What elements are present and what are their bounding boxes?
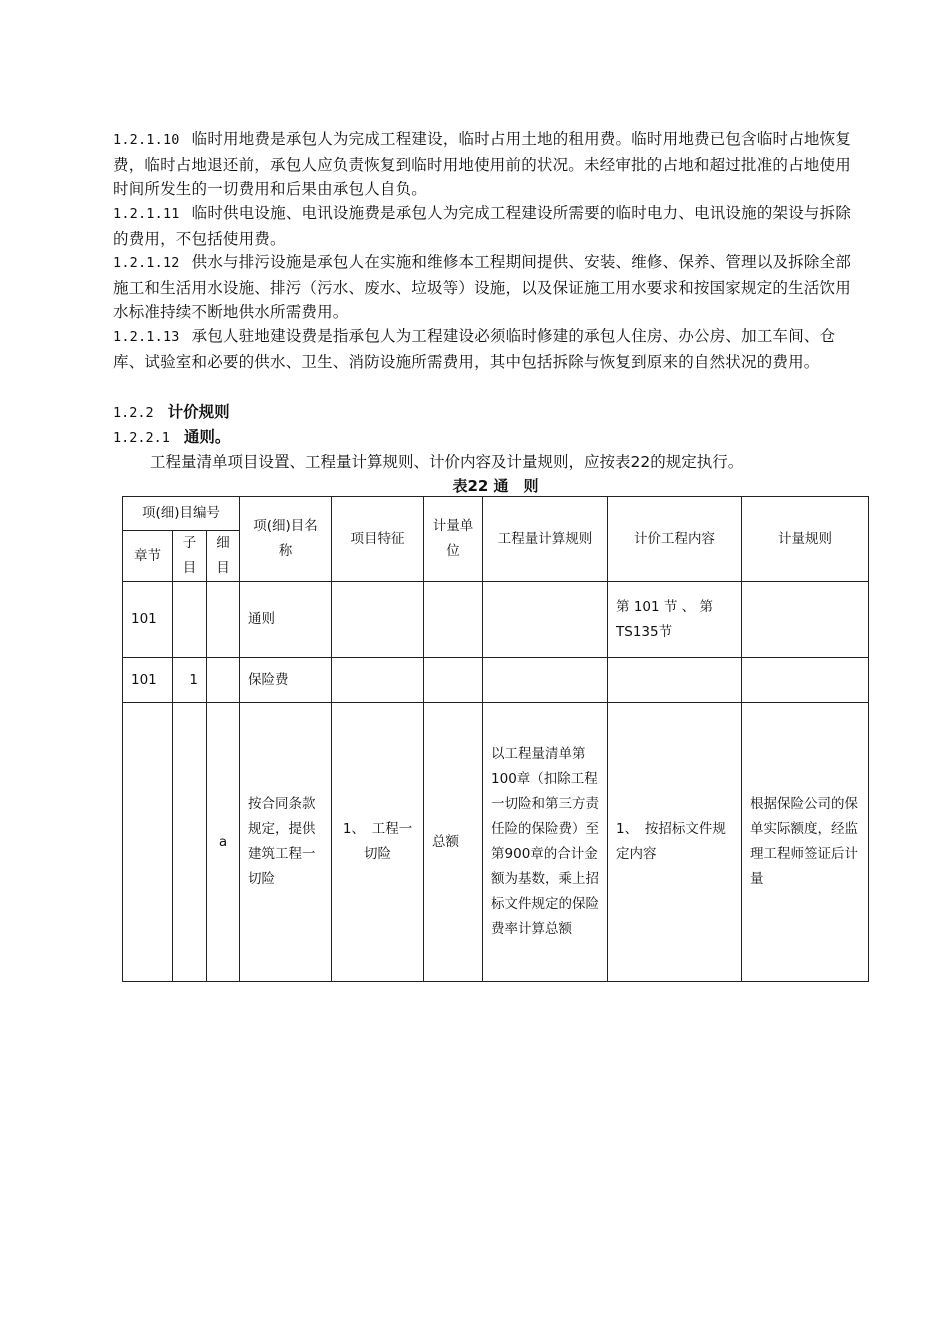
- cell-chapter: [123, 703, 173, 982]
- cell-feature: [332, 658, 424, 703]
- cell-sub: [173, 582, 207, 658]
- paragraph-1-2-1-12: [113, 250, 865, 325]
- subsection-heading: [113, 425, 230, 450]
- section-number: 1.2.2: [113, 405, 154, 421]
- clause-number: 1.2.1.10: [113, 132, 180, 148]
- header-chapter: 章节: [123, 531, 173, 582]
- cell-measure-rule: [742, 582, 869, 658]
- cell-calc-rule: [483, 582, 608, 658]
- rules-table: [122, 496, 869, 982]
- table-intro: 工程量清单项目设置、工程量计算规则、计价内容及计量规则，应按表22的规定执行。: [150, 453, 744, 471]
- cell-feature: [332, 582, 424, 658]
- cell-chapter: 101: [123, 658, 173, 703]
- cell-calc-rule: 以工程量清单第100章（扣除工程一切险和第三方责任险的保险费）至第900章的合计金额为基数，乘上招标文件规定的保险费率计算总额: [483, 703, 608, 982]
- clause-number: 1.2.1.11: [113, 206, 180, 222]
- cell-name: 通则: [240, 582, 332, 658]
- header-sub: 子目: [173, 531, 207, 582]
- header-feature: 项目特征: [332, 497, 424, 582]
- cell-content: 1、 按招标文件规定内容: [608, 703, 742, 982]
- cell-measure-rule: [742, 658, 869, 703]
- table-row: [123, 658, 869, 703]
- header-unit: 计量单位: [424, 497, 483, 582]
- cell-sub: 1: [173, 658, 207, 703]
- cell-calc-rule: [483, 658, 608, 703]
- clause-number: 1.2.1.12: [113, 255, 180, 271]
- header-calc-rule: 工程量计算规则: [483, 497, 608, 582]
- cell-unit: [424, 658, 483, 703]
- paragraph-1-2-1-13: [113, 324, 865, 374]
- header-measure-rule: 计量规则: [742, 497, 869, 582]
- clause-text: 临时用地费是承包人为完成工程建设，临时占用土地的租用费。临时用地费已包含临时占地恢复费，临时占地退还前，承包人应负责恢复到临时用地使用前的状况。未经审批的占地和超过批准的占地使用时间所发生的一切费用和后果由承包人自负。: [113, 130, 852, 199]
- paragraph-1-2-1-10: [113, 127, 865, 202]
- cell-measure-rule: 根据保险公司的保单实际额度，经监理工程师签证后计量: [742, 703, 869, 982]
- cell-name: 保险费: [240, 658, 332, 703]
- section-title: 计价规则: [167, 403, 230, 421]
- clause-text: 承包人驻地建设费是指承包人为工程建设必须临时修建的承包人住房、办公房、加工车间、仓库、试验室和必要的供水、卫生、消防设施所需费用，其中包括拆除与恢复到原来的自然状况的费用。: [113, 327, 836, 371]
- table-row: [123, 582, 869, 658]
- cell-detail: [207, 658, 240, 703]
- header-item-code: 项(细)目编号: [123, 497, 240, 531]
- table-caption: 表22 通 则: [452, 477, 539, 495]
- cell-unit: 总额: [424, 703, 483, 982]
- cell-name: 按合同条款规定，提供建筑工程一切险: [240, 703, 332, 982]
- paragraph-1-2-1-11: [113, 201, 865, 251]
- table-header-row: [123, 497, 869, 531]
- cell-sub: [173, 703, 207, 982]
- clause-number: 1.2.1.13: [113, 329, 180, 345]
- clause-text: 临时供电设施、电讯设施费是承包人为完成工程建设所需要的临时电力、电讯设施的架设与拆除的费用，不包括使用费。: [113, 204, 852, 248]
- cell-unit: [424, 582, 483, 658]
- cell-content: 第 101 节 、 第 TS135节: [608, 582, 742, 658]
- section-heading: [113, 400, 230, 425]
- cell-content: [608, 658, 742, 703]
- subsection-title: 通则。: [183, 428, 231, 446]
- cell-detail: [207, 582, 240, 658]
- clause-text: 供水与排污设施是承包人在实施和维修本工程期间提供、安装、维修、保养、管理以及拆除全部施工和生活用水设施、排污（污水、废水、垃圾等）设施，以及保证施工用水要求和按国家规定的生活饮用水标准持续不断地供水所需费用。: [113, 253, 852, 322]
- header-item-name: 项(细)目名称: [240, 497, 332, 582]
- table-row: [123, 703, 869, 982]
- subsection-number: 1.2.2.1: [113, 430, 170, 446]
- header-content: 计价工程内容: [608, 497, 742, 582]
- cell-detail: a: [207, 703, 240, 982]
- cell-feature: 1、 工程一切险: [332, 703, 424, 982]
- header-detail: 细目: [207, 531, 240, 582]
- cell-chapter: 101: [123, 582, 173, 658]
